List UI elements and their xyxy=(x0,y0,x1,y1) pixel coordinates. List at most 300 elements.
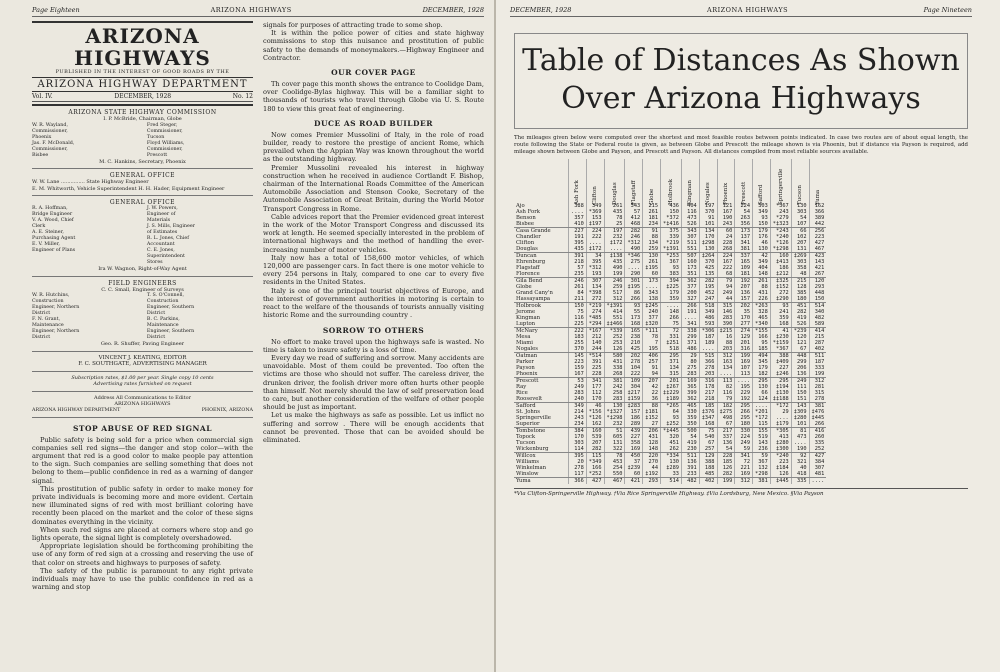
distance-cell: 511 xyxy=(681,240,699,246)
distance-cell: ‡152 xyxy=(643,415,661,421)
distance-cell: 166 xyxy=(753,334,771,340)
distance-cell: 130 xyxy=(661,459,682,465)
distance-cell: 72 xyxy=(661,328,682,335)
distance-cell: 134 xyxy=(699,228,717,235)
distance-cell: ‡138 xyxy=(604,253,625,260)
column-header xyxy=(661,159,682,206)
distance-cell: 195 xyxy=(699,284,717,290)
distance-cell: 229 xyxy=(735,390,753,396)
distance-cell: .... xyxy=(604,246,625,253)
distance-cell: 514 xyxy=(661,478,682,485)
distance-cell: 384 xyxy=(809,459,826,465)
distance-cell: ‡217 xyxy=(625,390,643,396)
distance-cell: 224 xyxy=(735,434,753,440)
distance-cell: 238 xyxy=(625,334,643,340)
distance-cell: .... xyxy=(735,378,753,385)
distance-cell: ‡152 xyxy=(770,284,791,290)
distance-cell: 439 xyxy=(625,428,643,435)
distance-cell: *339 xyxy=(604,328,625,335)
distance-cell: 381 xyxy=(809,403,826,410)
table-footnote: *Via Clifton-Springerville Highway. †Via Rice Springerville Highway. ‡Via Lordsburg, New Mexico. §Via Payson xyxy=(514,488,968,497)
distance-cell: ‡184 xyxy=(770,465,791,471)
distance-cell: 131 xyxy=(604,440,625,446)
distance-cell: 399 xyxy=(681,390,699,396)
distance-cell: 104 xyxy=(625,365,643,371)
distance-cell: 130 xyxy=(753,246,771,253)
distance-cell: 102 xyxy=(791,234,809,240)
distance-cell: 349 xyxy=(586,203,604,209)
distance-cell: 224 xyxy=(735,203,753,209)
distance-cell: 101 xyxy=(791,421,809,428)
distance-cell: 214 xyxy=(569,409,587,415)
distance-cell: 282 xyxy=(625,228,643,235)
distance-cell: 93 xyxy=(753,215,771,221)
distance-cell: 258 xyxy=(604,390,625,396)
city-name: Wickenburg xyxy=(514,446,569,453)
masthead-subtitle: PUBLISHED IN THE INTEREST OF GOOD ROADS BY THE xyxy=(55,69,230,75)
distance-cell: 134 xyxy=(661,365,682,371)
distance-cell: 295 xyxy=(770,378,791,385)
distance-cell: 162 xyxy=(586,421,604,428)
distance-cell: *334 xyxy=(661,453,682,460)
distance-cell: 107 xyxy=(791,221,809,228)
distance-cell: 95 xyxy=(753,340,771,346)
distance-cell: 82 xyxy=(717,384,735,390)
distance-cell: 448 xyxy=(809,290,826,296)
distance-cell: 341 xyxy=(586,378,604,385)
distance-cell: 211 xyxy=(569,296,587,303)
distance-cell: 44 xyxy=(717,296,735,303)
volume: Vol. IV. xyxy=(32,93,53,100)
distance-cell: 343 xyxy=(625,203,643,209)
distance-cell: 330 xyxy=(735,428,753,435)
distance-cell: 155 xyxy=(753,428,771,435)
distance-cell: 188 xyxy=(699,465,717,471)
distance-cell: *243 xyxy=(770,228,791,235)
distance-cell: 366 xyxy=(569,478,587,485)
distance-cell: ‡300 xyxy=(770,446,791,453)
city-name: Roosevelt xyxy=(514,396,569,403)
distance-cell: 580 xyxy=(604,353,625,360)
field-engineer: B. C. Parkins, Maintenance Engineer, Southern District xyxy=(146,317,195,340)
distance-cell: 207 xyxy=(643,378,661,385)
distance-cell: 244 xyxy=(586,346,604,353)
column-header-label: Ash Fork xyxy=(574,180,581,206)
distance-cell: *252 xyxy=(586,471,604,478)
distance-cell: 109 xyxy=(735,265,753,271)
advertising-rates: Advertising rates furnished on request xyxy=(93,381,192,387)
distance-cell: 295 xyxy=(753,378,771,385)
distance-cell: 215 xyxy=(643,203,661,209)
distance-cell: 246 xyxy=(604,278,625,285)
distance-cell: 134 xyxy=(717,365,735,371)
distance-cell: 431 xyxy=(604,359,625,365)
distance-cell: 36 xyxy=(643,396,661,403)
distance-cell: 268 xyxy=(717,246,735,253)
staff-member: J. W. Powers, Engineer of Materials xyxy=(146,206,178,223)
distance-cell: 359 xyxy=(661,296,682,303)
distance-cell: 217 xyxy=(717,428,735,435)
distance-cell: 199 xyxy=(809,371,826,378)
distance-cell: 169 xyxy=(681,378,699,385)
distance-cell: 54 xyxy=(791,215,809,221)
column-header xyxy=(643,159,661,206)
distance-cell: 67 xyxy=(699,440,717,446)
distance-cell: 86 xyxy=(625,290,643,296)
distance-cell: 137 xyxy=(735,234,753,240)
distance-cell: 315 xyxy=(717,303,735,310)
office-line: E. M. Whitworth, Vehicle Superintendent H. H. Hader, Equipment Engineer xyxy=(32,185,225,192)
distance-cell: ‡280 xyxy=(791,415,809,421)
distance-cell: 206 xyxy=(643,428,661,435)
table-title xyxy=(514,33,968,129)
distance-cell: 224 xyxy=(586,228,604,235)
distance-cell: 307 xyxy=(809,465,826,471)
column-header-label: Douglas xyxy=(611,182,618,206)
distance-cell: 277 xyxy=(735,321,753,328)
distance-cell: 130 xyxy=(791,203,809,209)
distance-cell: 425 xyxy=(699,265,717,271)
distance-cell: *‡445 xyxy=(661,428,682,435)
distance-cell: 84 xyxy=(569,290,587,296)
distance-cell: 261 xyxy=(643,209,661,215)
city-name: Springerville xyxy=(516,415,551,422)
distance-cell: 518 xyxy=(661,346,682,353)
commission-chair: I. P. McBride, Chairman, Globe xyxy=(103,116,182,122)
distance-cell: 301 xyxy=(625,278,643,285)
distance-cell: ‡320 xyxy=(643,321,661,328)
distance-cell: 75 xyxy=(699,428,717,435)
distance-cell: 185 xyxy=(699,403,717,410)
address-row xyxy=(32,408,253,414)
distance-cell: 207 xyxy=(735,284,753,290)
city-name: Parker xyxy=(516,359,534,366)
field-engineers-list xyxy=(32,293,253,341)
distance-cell: 427 xyxy=(809,453,826,460)
distance-cell: 243 xyxy=(569,415,587,421)
article-paragraph: Let us make the highways as safe as possible. Let us inflict no suffering and sorrow . There will be enough accidents that cannot be prevented. Those that can be avoided should be eliminated. xyxy=(263,411,484,444)
distance-cell: ‡246 xyxy=(770,371,791,378)
distance-cell: 257 xyxy=(699,446,717,453)
distance-cell: 7 xyxy=(643,340,661,346)
distance-cell: 160 xyxy=(586,428,604,435)
commission-secretary: M. C. Hankins, Secretary, Phoenix xyxy=(99,158,186,165)
distance-cell: 253 xyxy=(604,340,625,346)
issue-number: No. 12 xyxy=(232,93,253,100)
distance-cell: 515 xyxy=(699,353,717,360)
column-header-label: Kingman xyxy=(687,180,694,206)
distance-cell: ‡195 xyxy=(643,265,661,271)
distance-cell: 282 xyxy=(791,309,809,315)
distance-cell: 526 xyxy=(791,321,809,328)
distance-cell: *298 xyxy=(753,471,771,478)
distance-cell: 159 xyxy=(569,365,587,371)
distance-cell: 257 xyxy=(643,359,661,365)
column-header-label: Yuma xyxy=(814,190,821,206)
distance-cell: 162 xyxy=(809,203,826,209)
distance-cell: 192 xyxy=(735,278,753,285)
distance-cell: 135 xyxy=(699,271,717,278)
city-name: Hassayampa xyxy=(514,296,569,303)
distance-cell: 468 xyxy=(625,221,643,228)
distance-cell: ‡251 xyxy=(661,340,682,346)
distance-cell: 140 xyxy=(586,340,604,346)
distance-cell: 261 xyxy=(643,259,661,265)
distance-cell: 421 xyxy=(625,478,643,485)
distance-cell: 88 xyxy=(643,403,661,410)
distance-cell: 303 xyxy=(753,203,771,209)
distance-cell: 185 xyxy=(753,346,771,353)
paving-engineer: Geo. R. Shuffer, Paving Engineer xyxy=(100,341,185,347)
distance-cell: 312 xyxy=(604,296,625,303)
distance-cell: 111 xyxy=(791,384,809,390)
distance-cell: 339 xyxy=(661,234,682,240)
distance-cell: ‡‡466 xyxy=(604,321,625,328)
distance-cell: ‡‡229 xyxy=(661,390,682,396)
city-name: Globe xyxy=(516,284,532,291)
commission-members xyxy=(32,123,253,159)
distance-cell: 68 xyxy=(717,271,735,278)
article-paragraph: Public safety is being sold for a price when commercial sign companies sell red signs—the danger and stop color—with the argument that red is a good color to make people pay attention to the sign. Such companies are selling something that does not belong to them—public confidence in red as a warning of danger signal. xyxy=(32,435,253,485)
distance-cell: 299 xyxy=(791,359,809,365)
distance-cell: ‡194 xyxy=(770,384,791,390)
city-name: Safford xyxy=(516,403,536,410)
distance-cell: 80 xyxy=(681,359,699,365)
distance-cell: *349 xyxy=(586,459,604,465)
distance-cell: 349 xyxy=(753,259,771,265)
distance-cell: 274 xyxy=(586,309,604,315)
article-paragraph: Cable advices report that the Premier evidenced great interest in the work of the Motor Transport Congress and discussed its work at length. He seemed specially interested in the problem of international highways and the method of handling the ever-increasing number of motor vehicles. xyxy=(263,212,484,254)
distance-cell: 60 xyxy=(643,271,661,278)
column-header-label: Springerville xyxy=(777,169,784,206)
distance-cell: 143 xyxy=(791,403,809,410)
distance-cell: 263 xyxy=(735,215,753,221)
distance-cell: 93 xyxy=(661,415,682,421)
table-intro: The mileages given below were computed over the shortest and most feasible routes between points indicated. In case two routes are of about equal length, the route following the State or Federal route is given, as between Globe and Prescott the mileage shown is via Phoenix, but if distance via Payson is required, add mileage shown between Globe and Payson, and Prescott and Payson. All distances compiled from most reliable sources available. xyxy=(514,135,968,155)
distance-cell: ‡245 xyxy=(643,303,661,310)
distance-cell: ‡189 xyxy=(661,396,682,403)
distance-cell: *369 xyxy=(586,209,604,215)
distance-cell: 272 xyxy=(586,296,604,303)
distance-cell: 186 xyxy=(770,265,791,271)
distance-cell: 517 xyxy=(604,290,625,296)
distance-cell: .... xyxy=(625,265,643,271)
distance-cell: 328 xyxy=(753,309,771,315)
distance-cell: 307 xyxy=(681,234,699,240)
distance-cell: 91 xyxy=(643,365,661,371)
distance-cell: ‡298 xyxy=(699,240,717,246)
masthead-title: ARIZONA HIGHWAYS xyxy=(74,24,211,70)
column-header-label: Tucson xyxy=(797,185,804,206)
distance-cell: 341 xyxy=(735,453,753,460)
distance-cell: 148 xyxy=(643,446,661,453)
distance-cell: 93 xyxy=(625,303,643,310)
distance-cell: 246 xyxy=(569,278,587,285)
article-paragraph: The safety of the public is paramount to any right private individuals may have to use the public confidence in red as a warning and stop xyxy=(32,566,253,592)
column-header xyxy=(770,159,791,206)
distance-cell: 67 xyxy=(717,421,735,428)
distance-cell: 66 xyxy=(791,228,809,235)
distance-cell: 312 xyxy=(735,478,753,485)
distance-cell: 550 xyxy=(604,471,625,478)
distance-cell: 16 xyxy=(717,334,735,340)
issue-date: DECEMBER, 1928 xyxy=(114,93,172,100)
left-running-date: DECEMBER, 1928 xyxy=(422,6,484,14)
distance-cell: 452 xyxy=(699,290,717,296)
commission-heading: ARIZONA STATE HIGHWAY COMMISSION xyxy=(68,109,217,116)
distance-cell: ‡197 xyxy=(586,221,604,228)
distance-cell: *279 xyxy=(770,215,791,221)
distance-cell: 116 xyxy=(569,315,587,321)
city-name: Grand Cany'n xyxy=(516,290,553,297)
distance-cell: 126 xyxy=(770,471,791,478)
distance-cell: 486 xyxy=(699,315,717,321)
distance-cell: 414 xyxy=(604,309,625,315)
distance-cell: 293 xyxy=(643,478,661,485)
field-engineers-heading: FIELD ENGINEERS xyxy=(108,279,177,287)
distance-cell: 136 xyxy=(791,371,809,378)
distance-cell: *346 xyxy=(625,253,643,260)
city-name: Superior xyxy=(514,421,569,428)
city-name: Tucson xyxy=(516,440,536,447)
distance-cell: 148 xyxy=(661,309,682,315)
column-header-label: Nogales xyxy=(705,182,712,206)
article-paragraph: Italy now has a total of 158,600 motor vehicles, of which 120,000 are passenger cars. In fact there is one motor vehicle to every 254 persons in Italy, compared to one car to every five residents in the United States. xyxy=(263,253,484,287)
distance-cell: 349 xyxy=(699,309,717,315)
distance-cell: 448 xyxy=(791,353,809,360)
distance-cell: 166 xyxy=(586,465,604,471)
distance-cell: 436 xyxy=(661,203,682,209)
field-engineer: W. R. Hutchins, Construction Engineer, Northern District xyxy=(32,293,80,316)
distance-cell: ‡195 xyxy=(625,284,643,290)
distance-cell: 169 xyxy=(735,471,753,478)
distance-cell: 236 xyxy=(753,446,771,453)
distance-cell: 490 xyxy=(625,246,643,253)
city-name: Ash Fork xyxy=(516,209,540,216)
distance-cell: 145 xyxy=(569,353,587,360)
distance-cell: 33 xyxy=(661,471,682,478)
distance-cell: .... xyxy=(770,415,791,421)
distance-cell: 453 xyxy=(604,459,625,465)
city-name: Tombstone xyxy=(516,428,546,435)
right-running-head xyxy=(510,6,972,17)
city-name: Yuma xyxy=(516,478,531,485)
city-name: Chandler xyxy=(516,234,541,241)
distance-cell: 320 xyxy=(661,434,682,440)
distance-cell: 511 xyxy=(809,353,826,360)
distance-cell: 136 xyxy=(681,459,699,465)
distance-cell: 390 xyxy=(717,321,735,328)
distance-cell: 507 xyxy=(681,253,699,260)
distance-cell: 54 xyxy=(717,446,735,453)
distance-cell: 227 xyxy=(569,228,587,235)
left-column-1 xyxy=(32,21,253,591)
distance-cell: 350 xyxy=(681,421,699,428)
distance-cell: 381 xyxy=(753,478,771,485)
distance-cell: 267 xyxy=(809,271,826,278)
distance-cell: 435 xyxy=(604,209,625,215)
distance-cell: *‡391 xyxy=(604,303,625,310)
distance-cell: ‡172 xyxy=(604,240,625,246)
column-header xyxy=(717,159,735,206)
distance-cell: 146 xyxy=(717,309,735,315)
distance-cell: 366 xyxy=(699,359,717,365)
distance-cell: 481 xyxy=(809,471,826,478)
distance-cell: ‡130 xyxy=(770,390,791,396)
distance-cell: .... xyxy=(586,240,604,246)
distance-cell: 341 xyxy=(681,321,699,328)
general-office-heading: GENERAL OFFICE xyxy=(109,172,176,179)
stop-abuse-heading: STOP ABUSE OF RED SIGNAL xyxy=(72,423,213,433)
distance-cell: 254 xyxy=(604,465,625,471)
distance-cell: 435 xyxy=(604,259,625,265)
distance-cell: 290 xyxy=(625,271,643,278)
column-header xyxy=(699,159,717,206)
distance-cell: 234 xyxy=(643,221,661,228)
distance-cell: 467 xyxy=(604,478,625,485)
distance-cell: 431 xyxy=(753,290,771,296)
distance-cell: 370 xyxy=(569,346,587,353)
distance-cell: 150 xyxy=(753,221,771,228)
distance-cell: 59 xyxy=(735,446,753,453)
distance-cell: 307 xyxy=(586,278,604,285)
distance-cell: 421 xyxy=(809,265,826,271)
distance-cell: 202 xyxy=(625,353,643,360)
distance-cell: 249 xyxy=(569,384,587,390)
distance-cell: 283 xyxy=(569,390,587,396)
distance-cell: *312 xyxy=(625,240,643,246)
distance-cell: *485 xyxy=(586,315,604,321)
article-paragraph: Appropriate legislation should be forthcoming prohibiting the use of any form of red sign at a crossing and reserving the use of that color on streets and highways to purposes of safety. xyxy=(32,542,253,567)
surveys-engineer: C. C. Small, Engineer of Surveys xyxy=(101,286,184,293)
distance-cell: 151 xyxy=(791,396,809,403)
distance-cell: 173 xyxy=(643,278,661,285)
distance-cell: 187 xyxy=(699,334,717,340)
city-name: Gila Bend xyxy=(516,278,543,285)
distance-cell: 303 xyxy=(569,440,587,446)
distance-cell: 281 xyxy=(809,384,826,390)
distance-cell: 182 xyxy=(753,371,771,378)
distance-cell: 465 xyxy=(753,315,771,321)
city-name: Williams xyxy=(516,459,540,466)
distance-cell: 131 xyxy=(791,246,809,253)
distance-cell: 539 xyxy=(586,434,604,440)
distance-cell: 234 xyxy=(569,421,587,428)
distance-cell: 249 xyxy=(791,378,809,385)
distance-cell: 335 xyxy=(791,478,809,485)
distance-cell: 351 xyxy=(681,271,699,278)
distance-cell: 395 xyxy=(569,453,587,460)
distance-cell: 165 xyxy=(625,328,643,335)
distance-cell: 230 xyxy=(681,446,699,453)
distance-cell: 338 xyxy=(681,328,699,335)
staff-member: A. E. Steiner, Purchasing Agent xyxy=(32,230,76,241)
distance-cell: *263 xyxy=(753,303,771,310)
distance-cell: 389 xyxy=(809,215,826,221)
distance-cell: 228 xyxy=(717,240,735,246)
distance-cell: 266 xyxy=(809,421,826,428)
distance-cell: 252 xyxy=(809,446,826,453)
distance-cell: 383 xyxy=(661,271,682,278)
distance-cell: 404 xyxy=(753,265,771,271)
distance-cell: 331 xyxy=(661,334,682,340)
distance-cell: ‡181 xyxy=(643,409,661,415)
distance-cell: 391 xyxy=(681,465,699,471)
ad-manager-line: F. C. SOUTHGATE, ADVERTISING MANAGER xyxy=(78,361,207,367)
distance-cell: 203 xyxy=(699,371,717,378)
distance-cell: 467 xyxy=(809,246,826,253)
distance-cell: *312 xyxy=(586,265,604,271)
